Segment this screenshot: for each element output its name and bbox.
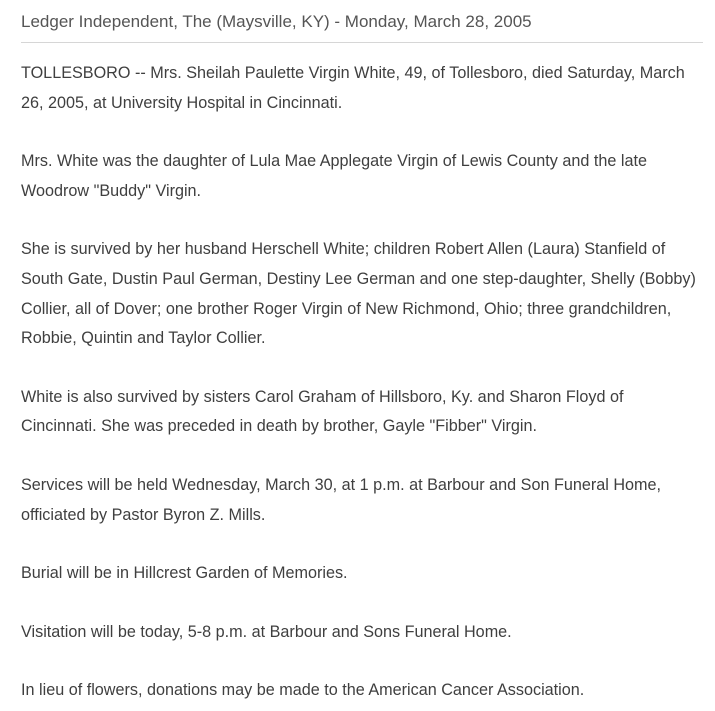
paragraph-siblings: White is also survived by sisters Carol Graham of Hillsboro, Ky. and Sharon Floyd of Cincinnati. She was preceded in death by brother, Gayle "Fibber" Virgin. [21,387,624,436]
paragraph-parents: Mrs. White was the daughter of Lula Mae Applegate Virgin of Lewis County and the late Woodrow "Buddy" Virgin. [21,152,647,200]
paragraph-visitation: Visitation will be today, 5-8 p.m. at Barbour and Sons Funeral Home. [21,622,512,641]
paragraph-donations: In lieu of flowers, donations may be made to the American Cancer Association. [21,681,585,700]
paragraph-survivors: She is survived by her husband Herschell White; children Robert Allen (Laura) Stanfield of South Gate, Dustin Paul German, Destiny Lee German and one step-daughter, Shelly (Bobby) Collier, all of Dover; one brother Roger Virgin of New Richmond, Ohio; three grandchildren, Robbie, Quintin and Taylor Collier. [21,240,696,348]
article-body [21,59,703,706]
paragraph-death-notice: TOLLESBORO -- Mrs. Sheilah Paulette Virgin White, 49, of Tollesboro, died Saturday, March 26, 2005, at University Hospital in Cincinnati. [21,64,685,112]
paragraph-burial: Burial will be in Hillcrest Garden of Memories. [21,564,348,583]
source-line: Ledger Independent, The (Maysville, KY) - Monday, March 28, 2005 [21,0,703,43]
paragraph-services: Services will be held Wednesday, March 30, at 1 p.m. at Barbour and Son Funeral Home, officiated by Pastor Byron Z. Mills. [21,475,662,524]
